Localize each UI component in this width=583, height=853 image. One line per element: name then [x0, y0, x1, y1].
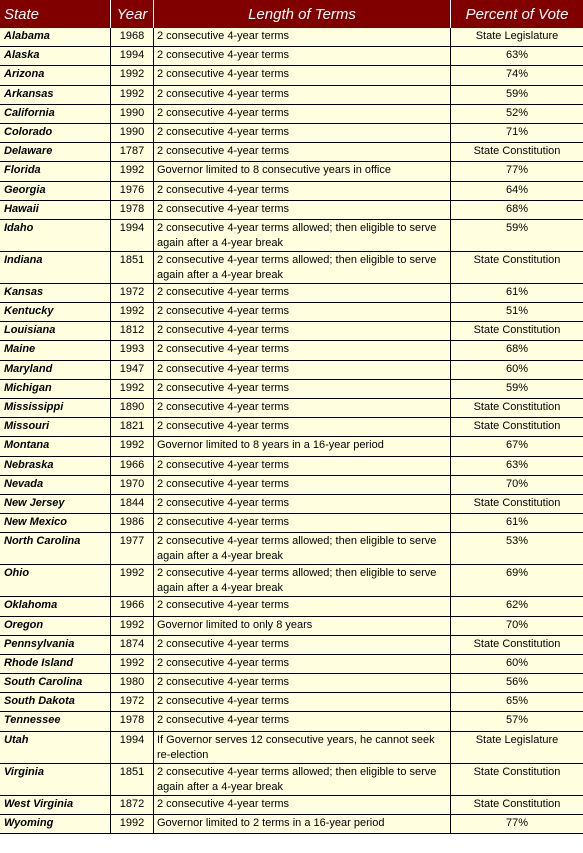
cell-percent-of-vote[interactable]: 59% [505, 87, 529, 100]
table-row [0, 162, 583, 181]
cell-year[interactable]: 1990 [111, 105, 154, 123]
table-row [0, 322, 583, 341]
cell-length-of-terms[interactable]: 2 consecutive 4-year terms allowed; then eligible to serve again after a 4-year break [154, 764, 451, 795]
table-row [0, 617, 583, 636]
cell-percent-of-vote[interactable]: State Constitution [473, 420, 561, 433]
cell-length-of-terms[interactable]: 2 consecutive 4-year terms [154, 457, 451, 475]
cell-state[interactable]: Tennessee [0, 712, 111, 730]
cell-state[interactable]: Maryland [0, 361, 111, 379]
cell-percent-of-vote[interactable]: State Constitution [473, 496, 561, 509]
cell-percent-of-vote[interactable]: 52% [505, 106, 529, 119]
cell-percent-of-vote[interactable]: 70% [505, 618, 529, 631]
cell-state[interactable]: Idaho [0, 220, 111, 251]
cell-state[interactable]: South Dakota [0, 693, 111, 711]
cell-state[interactable]: Kentucky [0, 303, 111, 321]
cell-year[interactable]: 1992 [111, 66, 154, 84]
table-row [0, 220, 583, 252]
cell-length-of-terms[interactable]: 2 consecutive 4-year terms allowed; then eligible to serve again after a 4-year break [154, 252, 451, 283]
cell-year[interactable]: 1994 [111, 220, 154, 251]
table-body [0, 28, 583, 834]
cell-length-of-terms[interactable]: 2 consecutive 4-year terms [154, 143, 451, 161]
cell-state[interactable]: California [0, 105, 111, 123]
cell-year[interactable]: 1994 [111, 47, 154, 65]
cell-length-of-terms[interactable]: 2 consecutive 4-year terms [154, 514, 451, 532]
cell-year[interactable]: 1992 [111, 437, 154, 455]
cell-state[interactable]: Utah [0, 732, 111, 763]
cell-percent-of-vote[interactable]: State Constitution [473, 765, 561, 778]
cell-percent-of-vote[interactable]: State Legislature [475, 733, 559, 746]
cell-state[interactable]: West Virginia [0, 796, 111, 814]
cell-length-of-terms[interactable]: 2 consecutive 4-year terms [154, 86, 451, 104]
cell-state[interactable]: Indiana [0, 252, 111, 283]
cell-state[interactable]: Delaware [0, 143, 111, 161]
cell-year[interactable]: 1993 [111, 341, 154, 359]
table-row [0, 437, 583, 456]
table-row [0, 201, 583, 220]
table-row [0, 533, 583, 565]
cell-length-of-terms[interactable]: 2 consecutive 4-year terms [154, 495, 451, 513]
table-row [0, 476, 583, 495]
cell-year[interactable]: 1787 [111, 143, 154, 161]
cell-year[interactable]: 1978 [111, 712, 154, 730]
table-row [0, 341, 583, 360]
cell-length-of-terms[interactable]: 2 consecutive 4-year terms allowed; then eligible to serve again after a 4-year break [154, 533, 451, 564]
cell-percent-of-vote[interactable]: 77% [505, 816, 529, 829]
cell-length-of-terms[interactable]: 2 consecutive 4-year terms [154, 28, 451, 46]
cell-year[interactable]: 1851 [111, 764, 154, 795]
cell-length-of-terms[interactable]: 2 consecutive 4-year terms [154, 674, 451, 692]
table-row [0, 105, 583, 124]
cell-length-of-terms[interactable]: 2 consecutive 4-year terms [154, 399, 451, 417]
cell-percent-of-vote[interactable]: 65% [505, 695, 529, 708]
cell-percent-of-vote[interactable]: 69% [505, 567, 529, 580]
cell-year[interactable]: 1966 [111, 457, 154, 475]
cell-length-of-terms[interactable]: 2 consecutive 4-year terms [154, 124, 451, 142]
cell-length-of-terms[interactable]: 2 consecutive 4-year terms [154, 380, 451, 398]
table-row [0, 514, 583, 533]
cell-year[interactable]: 1844 [111, 495, 154, 513]
table-row [0, 66, 583, 85]
cell-year[interactable]: 1978 [111, 201, 154, 219]
cell-percent-of-vote[interactable]: 68% [505, 343, 529, 356]
cell-percent-of-vote[interactable]: State Constitution [473, 253, 561, 266]
cell-length-of-terms[interactable]: 2 consecutive 4-year terms [154, 47, 451, 65]
cell-percent-of-vote[interactable]: 56% [505, 676, 529, 689]
table-row [0, 815, 583, 834]
column-header-percent-of-vote[interactable]: Percent of Vote [465, 5, 569, 23]
column-header-length-of-terms[interactable]: Length of Terms [154, 0, 451, 28]
table-row [0, 124, 583, 143]
cell-state[interactable]: Louisiana [0, 322, 111, 340]
cell-length-of-terms[interactable]: 2 consecutive 4-year terms [154, 476, 451, 494]
cell-length-of-terms[interactable]: 2 consecutive 4-year terms [154, 322, 451, 340]
cell-percent-of-vote[interactable]: 63% [505, 49, 529, 62]
cell-length-of-terms[interactable]: 2 consecutive 4-year terms [154, 341, 451, 359]
cell-state[interactable]: South Carolina [0, 674, 111, 692]
table-row [0, 182, 583, 201]
cell-state[interactable]: Oklahoma [0, 597, 111, 615]
cell-state[interactable]: New Jersey [0, 495, 111, 513]
cell-year[interactable]: 1947 [111, 361, 154, 379]
cell-length-of-terms[interactable]: 2 consecutive 4-year terms allowed; then eligible to serve again after a 4-year break [154, 565, 451, 596]
cell-year[interactable]: 1812 [111, 322, 154, 340]
cell-year[interactable]: 1992 [111, 86, 154, 104]
cell-state[interactable]: North Carolina [0, 533, 111, 564]
table-row [0, 47, 583, 66]
cell-percent-of-vote[interactable]: 61% [505, 285, 529, 298]
cell-length-of-terms[interactable]: 2 consecutive 4-year terms [154, 597, 451, 615]
table-row [0, 674, 583, 693]
cell-state[interactable]: Nebraska [0, 457, 111, 475]
cell-state[interactable]: Kansas [0, 284, 111, 302]
cell-state[interactable]: Mississippi [0, 399, 111, 417]
cell-year[interactable]: 1890 [111, 399, 154, 417]
table-row [0, 712, 583, 731]
cell-percent-of-vote[interactable]: 71% [505, 125, 529, 138]
cell-length-of-terms[interactable]: 2 consecutive 4-year terms [154, 636, 451, 654]
cell-percent-of-vote[interactable]: 68% [505, 202, 529, 215]
cell-state[interactable]: Montana [0, 437, 111, 455]
cell-percent-of-vote[interactable]: 59% [505, 221, 529, 234]
cell-length-of-terms[interactable]: 2 consecutive 4-year terms [154, 284, 451, 302]
cell-percent-of-vote[interactable]: 67% [505, 439, 529, 452]
cell-year[interactable]: 1966 [111, 597, 154, 615]
cell-length-of-terms[interactable]: 2 consecutive 4-year terms [154, 712, 451, 730]
cell-length-of-terms[interactable]: 2 consecutive 4-year terms [154, 693, 451, 711]
table-header-row [0, 0, 583, 28]
table-row [0, 361, 583, 380]
cell-percent-of-vote[interactable]: State Constitution [473, 324, 561, 337]
cell-year[interactable]: 1976 [111, 182, 154, 200]
cell-state[interactable]: Ohio [0, 565, 111, 596]
cell-percent-of-vote[interactable]: State Constitution [473, 797, 561, 810]
cell-length-of-terms[interactable]: 2 consecutive 4-year terms allowed; then eligible to serve again after a 4-year break [154, 220, 451, 251]
cell-percent-of-vote[interactable]: 60% [505, 656, 529, 669]
table-row [0, 252, 583, 284]
cell-state[interactable]: Nevada [0, 476, 111, 494]
table-row [0, 143, 583, 162]
cell-length-of-terms[interactable]: 2 consecutive 4-year terms [154, 105, 451, 123]
cell-percent-of-vote[interactable]: State Legislature [475, 30, 559, 42]
cell-state[interactable]: Pennsylvania [0, 636, 111, 654]
table-row [0, 303, 583, 322]
cell-length-of-terms[interactable]: If Governor serves 12 consecutive years, he cannot seek re-election [154, 732, 451, 763]
cell-year[interactable]: 1992 [111, 617, 154, 635]
cell-year[interactable]: 1872 [111, 796, 154, 814]
cell-year[interactable]: 1992 [111, 303, 154, 321]
table-row [0, 597, 583, 616]
cell-percent-of-vote[interactable]: 60% [505, 362, 529, 375]
cell-year[interactable]: 1992 [111, 655, 154, 673]
cell-percent-of-vote[interactable]: 63% [505, 458, 529, 471]
cell-state[interactable]: New Mexico [0, 514, 111, 532]
cell-state[interactable]: Hawaii [0, 201, 111, 219]
cell-state[interactable]: Florida [0, 162, 111, 180]
table-row [0, 495, 583, 514]
cell-percent-of-vote[interactable]: 53% [505, 535, 529, 548]
cell-length-of-terms[interactable]: 2 consecutive 4-year terms [154, 201, 451, 219]
cell-state[interactable]: Rhode Island [0, 655, 111, 673]
cell-length-of-terms[interactable]: Governor limited to 2 terms in a 16-year period [154, 815, 451, 833]
cell-percent-of-vote[interactable]: 64% [505, 183, 529, 196]
cell-year[interactable]: 1972 [111, 284, 154, 302]
table-row [0, 86, 583, 105]
cell-year[interactable]: 1968 [111, 28, 154, 46]
table-row [0, 732, 583, 764]
cell-state[interactable]: Maine [0, 341, 111, 359]
cell-length-of-terms[interactable]: 2 consecutive 4-year terms [154, 303, 451, 321]
table-row [0, 565, 583, 597]
cell-length-of-terms[interactable]: 2 consecutive 4-year terms [154, 182, 451, 200]
table-row [0, 380, 583, 399]
cell-year[interactable]: 1986 [111, 514, 154, 532]
cell-percent-of-vote[interactable]: State Constitution [473, 401, 561, 413]
cell-percent-of-vote[interactable]: 61% [505, 516, 529, 529]
cell-percent-of-vote[interactable]: State Constitution [473, 145, 561, 158]
cell-length-of-terms[interactable]: 2 consecutive 4-year terms [154, 796, 451, 814]
table-row [0, 693, 583, 712]
cell-length-of-terms[interactable]: 2 consecutive 4-year terms [154, 66, 451, 84]
cell-year[interactable]: 1821 [111, 418, 154, 436]
cell-percent-of-vote[interactable]: 51% [505, 305, 529, 318]
table-row [0, 399, 583, 418]
table-row [0, 284, 583, 303]
cell-year[interactable]: 1992 [111, 565, 154, 596]
cell-state[interactable]: Virginia [0, 764, 111, 795]
cell-year[interactable]: 1980 [111, 674, 154, 692]
cell-state[interactable]: Oregon [0, 617, 111, 635]
cell-state[interactable]: Colorado [0, 124, 111, 142]
cell-percent-of-vote[interactable]: 77% [505, 164, 529, 177]
cell-length-of-terms[interactable]: Governor limited to 8 years in a 16-year period [154, 437, 451, 455]
cell-length-of-terms[interactable]: 2 consecutive 4-year terms [154, 361, 451, 379]
cell-percent-of-vote[interactable]: 70% [505, 477, 529, 490]
cell-state[interactable]: Wyoming [0, 815, 111, 833]
cell-percent-of-vote[interactable]: 74% [505, 68, 529, 81]
table-row [0, 636, 583, 655]
cell-length-of-terms[interactable]: Governor limited to 8 consecutive years in office [154, 162, 451, 180]
cell-state[interactable]: Arkansas [0, 86, 111, 104]
cell-percent-of-vote[interactable]: State Constitution [473, 637, 561, 650]
cell-year[interactable]: 1972 [111, 693, 154, 711]
cell-year[interactable]: 1874 [111, 636, 154, 654]
table-row [0, 457, 583, 476]
table-row [0, 655, 583, 674]
cell-year[interactable]: 1851 [111, 252, 154, 283]
cell-state[interactable]: Arizona [0, 66, 111, 84]
cell-year[interactable]: 1990 [111, 124, 154, 142]
cell-year[interactable]: 1992 [111, 162, 154, 180]
cell-percent-of-vote[interactable]: 57% [505, 714, 529, 727]
cell-year[interactable]: 1970 [111, 476, 154, 494]
cell-year[interactable]: 1977 [111, 533, 154, 564]
cell-state[interactable]: Alaska [0, 47, 111, 65]
column-header-state[interactable]: State [0, 0, 111, 28]
cell-state[interactable]: Georgia [0, 182, 111, 200]
cell-state[interactable]: Alabama [0, 28, 111, 46]
table-row [0, 764, 583, 796]
cell-length-of-terms[interactable]: Governor limited to only 8 years [154, 617, 451, 635]
cell-length-of-terms[interactable]: 2 consecutive 4-year terms [154, 418, 451, 436]
column-header-year[interactable]: Year [111, 0, 154, 28]
table-row [0, 28, 583, 47]
cell-state[interactable]: Missouri [0, 418, 111, 436]
cell-year[interactable]: 1992 [111, 380, 154, 398]
cell-year[interactable]: 1994 [111, 732, 154, 763]
cell-percent-of-vote[interactable]: 59% [505, 381, 529, 394]
table-row [0, 418, 583, 437]
cell-percent-of-vote[interactable]: 62% [505, 599, 529, 612]
cell-state[interactable]: Michigan [0, 380, 111, 398]
table-row [0, 796, 583, 815]
cell-year[interactable]: 1992 [111, 815, 154, 833]
cell-length-of-terms[interactable]: 2 consecutive 4-year terms [154, 655, 451, 673]
